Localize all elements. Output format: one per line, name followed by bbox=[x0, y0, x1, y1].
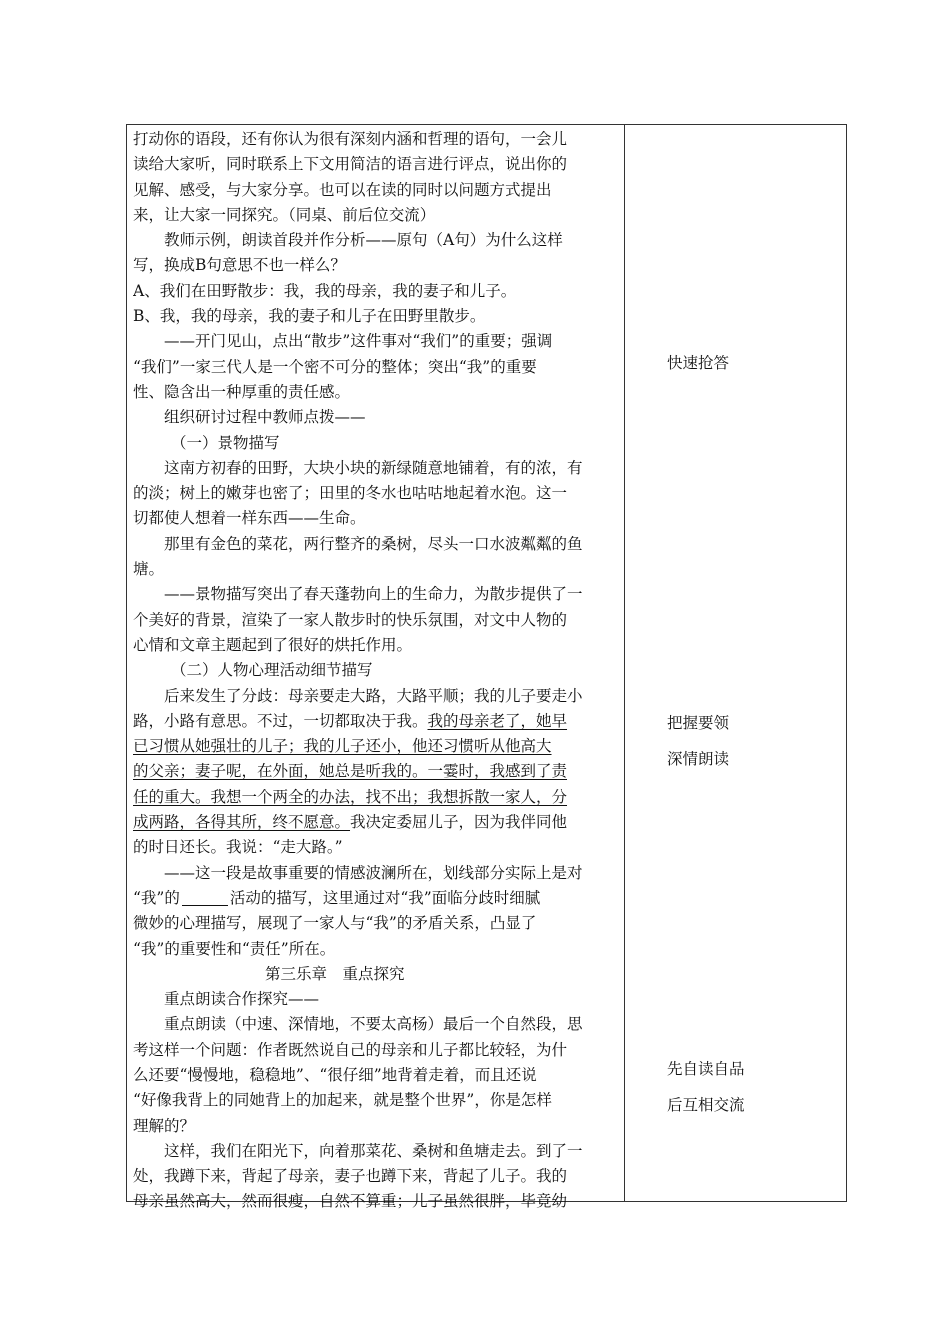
text-line bbox=[133, 1114, 617, 1139]
text-line bbox=[133, 481, 617, 506]
text-span: 微妙的心理描写，展现了一家人与“我”的矛盾关系，凸显了 bbox=[133, 914, 537, 933]
text-span: 考这样一个问题：作者既然说自己的母亲和儿子都比较轻，为什 bbox=[133, 1040, 568, 1059]
side-note-exchange: 后互相交流 bbox=[667, 1096, 745, 1114]
text-line bbox=[133, 178, 617, 203]
text-line bbox=[133, 279, 617, 304]
text-span: 这样，我们在阳光下，向着那菜花、桑树和鱼塘走去。到了一 bbox=[164, 1141, 583, 1160]
text-span: 组织研讨过程中教师点拨—— bbox=[164, 408, 366, 427]
text-line bbox=[133, 380, 617, 405]
text-line bbox=[133, 987, 617, 1012]
column-divider bbox=[624, 125, 625, 1201]
text-line bbox=[133, 1139, 617, 1164]
text-span: “我”的 bbox=[133, 888, 180, 907]
text-span: 第三乐章 重点探究 bbox=[265, 964, 405, 983]
side-note-quick-answer: 快速抢答 bbox=[667, 354, 730, 372]
text-span: （一）景物描写 bbox=[171, 433, 280, 452]
text-span: 的淡；树上的嫩芽也密了；田里的冬水也咕咕地起着水泡。这一 bbox=[133, 484, 568, 503]
text-line bbox=[133, 835, 617, 860]
text-line bbox=[133, 152, 617, 177]
text-line bbox=[133, 911, 617, 936]
text-span: 写，换成B句意思不也一样么？ bbox=[133, 256, 346, 275]
text-span: 这南方初春的田野，大块小块的新绿随意地铺着，有的浓，有 bbox=[164, 458, 583, 477]
side-note-grasp-key: 把握要领 bbox=[667, 714, 730, 732]
text-line bbox=[133, 709, 617, 734]
text-line bbox=[133, 228, 617, 253]
text-span: 那里有金色的菜花，两行整齐的桑树，尽头一口水波粼粼的鱼 bbox=[164, 534, 583, 553]
text-span: 我决定委屈儿子，因为我伴同他 bbox=[350, 813, 568, 832]
text-span: ——景物描写突出了春天蓬勃向上的生命力，为散步提供了一 bbox=[164, 585, 583, 604]
text-span: 重点朗读（中速、深情地，不要太高杨）最后一个自然段，思 bbox=[164, 1015, 583, 1034]
text-line bbox=[133, 253, 617, 278]
text-line bbox=[133, 608, 617, 633]
text-span: 见解、感受，与大家分享。也可以在读的同时以问题方式提出 bbox=[133, 180, 552, 199]
text-span: 个美好的背景，渲染了一家人散步时的快乐氛围，对文中人物的 bbox=[133, 610, 568, 629]
text-line bbox=[133, 734, 617, 759]
text-line bbox=[133, 1164, 617, 1189]
text-span: 路，小路有意思。不过，一切都取决于我。 bbox=[133, 711, 428, 730]
fill-in-blank bbox=[182, 889, 228, 906]
text-span: “好像我背上的同她背上的加起来，就是整个世界”，你是怎样 bbox=[133, 1091, 552, 1110]
underlined-text: 已习惯从她强壮的儿子；我的儿子还小，他还习惯听从他高大 bbox=[133, 737, 552, 756]
side-note-read-emotion: 深情朗读 bbox=[667, 750, 730, 768]
text-span: B、我，我的母亲，我的妻子和儿子在田野里散步。 bbox=[133, 307, 486, 326]
text-span: 读给大家听，同时联系上下文用简洁的语言进行评点，说出你的 bbox=[133, 155, 568, 174]
underlined-text: 成两路，各得其所，终不愿意。 bbox=[133, 813, 351, 832]
text-line bbox=[133, 810, 617, 835]
text-span: 么还要“慢慢地，稳稳地”、“很仔细”地背着走着，而且还说 bbox=[133, 1065, 537, 1084]
text-line bbox=[133, 1063, 617, 1088]
text-span: “我”的重要性和“责任”所在。 bbox=[133, 939, 336, 958]
text-line bbox=[133, 532, 617, 557]
text-line bbox=[133, 582, 617, 607]
text-span: 切都使人想着一样东西——生命。 bbox=[133, 509, 366, 528]
text-span: “我们”一家三代人是一个密不可分的整体；突出“我”的重要 bbox=[133, 357, 537, 376]
text-line bbox=[133, 937, 617, 962]
text-line bbox=[133, 1038, 617, 1063]
text-span: 活动的描写，这里通过对“我”面临分歧时细腻 bbox=[229, 888, 541, 907]
text-line bbox=[133, 886, 617, 911]
text-span: ——开门见山，点出“散步”这件事对“我们”的重要；强调 bbox=[164, 332, 553, 351]
text-line bbox=[133, 633, 617, 658]
text-line bbox=[133, 405, 617, 430]
text-line bbox=[133, 658, 617, 683]
lesson-table bbox=[126, 124, 847, 1211]
text-span: A、我们在田野散步：我，我的母亲，我的妻子和儿子。 bbox=[133, 281, 517, 300]
text-line bbox=[133, 861, 617, 886]
text-line bbox=[133, 1088, 617, 1113]
text-line bbox=[133, 431, 617, 456]
text-line bbox=[133, 355, 617, 380]
text-line bbox=[133, 203, 617, 228]
text-line bbox=[133, 684, 617, 709]
text-span: 后来发生了分歧：母亲要走大路，大路平顺；我的儿子要走小 bbox=[164, 686, 583, 705]
text-span: 母亲虽然高大，然而很瘦，自然不算重；儿子虽然很胖，毕竟幼 bbox=[133, 1192, 568, 1211]
text-line bbox=[133, 1012, 617, 1037]
text-line bbox=[133, 329, 617, 354]
text-span: 打动你的语段，还有你认为很有深刻内涵和哲理的语句，一会儿 bbox=[133, 130, 568, 148]
lesson-content-column bbox=[133, 127, 617, 1215]
text-line bbox=[133, 456, 617, 481]
text-span: 理解的？ bbox=[133, 1116, 196, 1135]
underlined-text: 任的重大。我想一个两全的办法，找不出；我想拆散一家人，分 bbox=[133, 787, 568, 806]
text-span: 的时日还长。我说：“走大路。” bbox=[133, 838, 343, 857]
text-line bbox=[133, 127, 617, 152]
text-span: 处，我蹲下来，背起了母亲，妻子也蹲下来，背起了儿子。我的 bbox=[133, 1167, 568, 1186]
text-span: ——这一段是故事重要的情感波澜所在，划线部分实际上是对 bbox=[164, 863, 583, 882]
text-span: 性、隐含出一种厚重的责任感。 bbox=[133, 382, 351, 401]
text-line bbox=[133, 304, 617, 329]
text-span: 教师示例，朗读首段并作分析——原句（A句）为什么这样 bbox=[164, 231, 563, 250]
side-note-self-read: 先自读自品 bbox=[667, 1060, 745, 1078]
text-line bbox=[133, 506, 617, 531]
text-span: 重点朗读合作探究—— bbox=[164, 990, 320, 1009]
text-line bbox=[133, 785, 617, 810]
text-span: 来，让大家一同探究。（同桌、前后位交流） bbox=[133, 205, 436, 224]
text-line bbox=[133, 759, 617, 784]
text-line bbox=[133, 557, 617, 582]
text-line bbox=[133, 962, 617, 987]
text-span: 塘。 bbox=[133, 560, 165, 579]
underlined-text: 我的母亲老了，她早 bbox=[427, 711, 568, 730]
text-span: 心情和文章主题起到了很好的烘托作用。 bbox=[133, 635, 413, 654]
text-line bbox=[133, 1189, 617, 1214]
underlined-text: 的父亲；妻子呢，在外面，她总是听我的。一霎时，我感到了责 bbox=[133, 762, 568, 781]
text-span: （二）人物心理活动细节描写 bbox=[171, 661, 373, 680]
